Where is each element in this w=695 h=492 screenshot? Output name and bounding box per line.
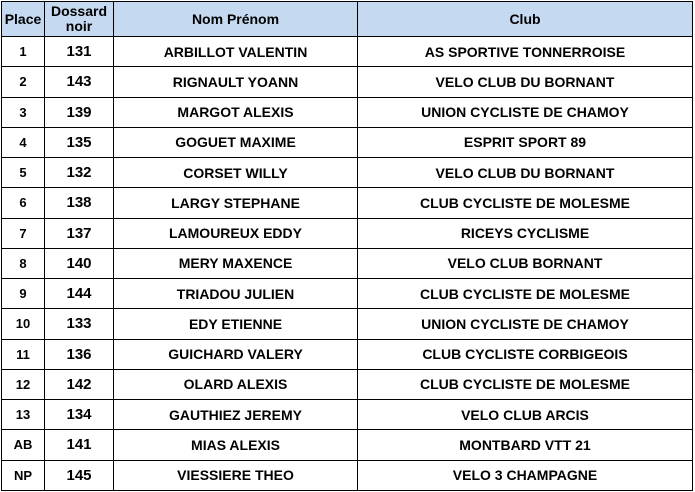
rider-name-cell: MIAS ALEXIS — [114, 430, 358, 460]
club-cell: UNION CYCLISTE DE CHAMOY — [358, 97, 693, 127]
rank-cell: NP — [2, 460, 45, 490]
rank-cell: 12 — [2, 369, 45, 399]
rank-cell: 3 — [2, 97, 45, 127]
rider-name-cell: MARGOT ALEXIS — [114, 97, 358, 127]
rider-name-cell: MERY MAXENCE — [114, 248, 358, 278]
rider-name-cell: LAMOUREUX EDDY — [114, 218, 358, 248]
bib-number-cell: 131 — [45, 37, 114, 67]
rider-name-cell: GOGUET MAXIME — [114, 127, 358, 157]
bib-number-cell: 134 — [45, 400, 114, 430]
rider-name-cell: GAUTHIEZ JEREMY — [114, 400, 358, 430]
rank-cell: AB — [2, 430, 45, 460]
results-table-header — [2, 2, 693, 37]
bib-number-cell: 138 — [45, 188, 114, 218]
bib-number-cell: 140 — [45, 248, 114, 278]
results-table — [1, 1, 693, 491]
table-row — [2, 67, 693, 97]
rider-name-cell: ARBILLOT VALENTIN — [114, 37, 358, 67]
table-row — [2, 158, 693, 188]
table-row — [2, 309, 693, 339]
rider-name-cell: LARGY STEPHANE — [114, 188, 358, 218]
table-row — [2, 248, 693, 278]
bib-number-cell: 144 — [45, 279, 114, 309]
header-dossard-line2: noir — [65, 18, 93, 34]
rider-name-cell: RIGNAULT YOANN — [114, 67, 358, 97]
club-cell: VELO CLUB ARCIS — [358, 400, 693, 430]
results-table-body — [2, 37, 693, 491]
club-cell: ESPRIT SPORT 89 — [358, 127, 693, 157]
table-row — [2, 37, 693, 67]
club-cell: MONTBARD VTT 21 — [358, 430, 693, 460]
bib-number-cell: 133 — [45, 309, 114, 339]
bib-number-cell: 136 — [45, 339, 114, 369]
rank-cell: 9 — [2, 279, 45, 309]
table-row — [2, 339, 693, 369]
bib-number-cell: 139 — [45, 97, 114, 127]
club-cell: CLUB CYCLISTE CORBIGEOIS — [358, 339, 693, 369]
rider-name-cell: TRIADOU JULIEN — [114, 279, 358, 309]
rank-cell: 2 — [2, 67, 45, 97]
rank-cell: 5 — [2, 158, 45, 188]
table-row — [2, 400, 693, 430]
table-row — [2, 369, 693, 399]
table-row — [2, 127, 693, 157]
club-cell: AS SPORTIVE TONNERROISE — [358, 37, 693, 67]
table-row — [2, 97, 693, 127]
club-cell: VELO CLUB BORNANT — [358, 248, 693, 278]
rank-cell: 10 — [2, 309, 45, 339]
club-cell: VELO CLUB DU BORNANT — [358, 67, 693, 97]
rank-cell: 1 — [2, 37, 45, 67]
bib-number-cell: 143 — [45, 67, 114, 97]
bib-number-cell: 132 — [45, 158, 114, 188]
bib-number-cell: 145 — [45, 460, 114, 490]
bib-number-cell: 141 — [45, 430, 114, 460]
rank-cell: 4 — [2, 127, 45, 157]
rank-cell: 8 — [2, 248, 45, 278]
header-club: Club — [358, 2, 693, 37]
club-cell: VELO 3 CHAMPAGNE — [358, 460, 693, 490]
rider-name-cell: GUICHARD VALERY — [114, 339, 358, 369]
bib-number-cell: 137 — [45, 218, 114, 248]
header-name: Nom Prénom — [114, 2, 358, 37]
table-row — [2, 188, 693, 218]
rider-name-cell: OLARD ALEXIS — [114, 369, 358, 399]
club-cell: RICEYS CYCLISME — [358, 218, 693, 248]
club-cell: VELO CLUB DU BORNANT — [358, 158, 693, 188]
rank-cell: 6 — [2, 188, 45, 218]
table-row — [2, 430, 693, 460]
table-row — [2, 218, 693, 248]
header-dossard-line1: Dossard — [50, 3, 108, 19]
club-cell: CLUB CYCLISTE DE MOLESME — [358, 188, 693, 218]
rider-name-cell: VIESSIERE THEO — [114, 460, 358, 490]
rank-cell: 13 — [2, 400, 45, 430]
club-cell: UNION CYCLISTE DE CHAMOY — [358, 309, 693, 339]
rider-name-cell: EDY ETIENNE — [114, 309, 358, 339]
header-place: Place — [2, 2, 45, 37]
bib-number-cell: 142 — [45, 369, 114, 399]
rank-cell: 7 — [2, 218, 45, 248]
club-cell: CLUB CYCLISTE DE MOLESME — [358, 369, 693, 399]
table-row — [2, 460, 693, 490]
table-row — [2, 279, 693, 309]
rider-name-cell: CORSET WILLY — [114, 158, 358, 188]
header-dossard — [45, 2, 114, 37]
rank-cell: 11 — [2, 339, 45, 369]
club-cell: CLUB CYCLISTE DE MOLESME — [358, 279, 693, 309]
bib-number-cell: 135 — [45, 127, 114, 157]
header-row — [2, 2, 693, 37]
